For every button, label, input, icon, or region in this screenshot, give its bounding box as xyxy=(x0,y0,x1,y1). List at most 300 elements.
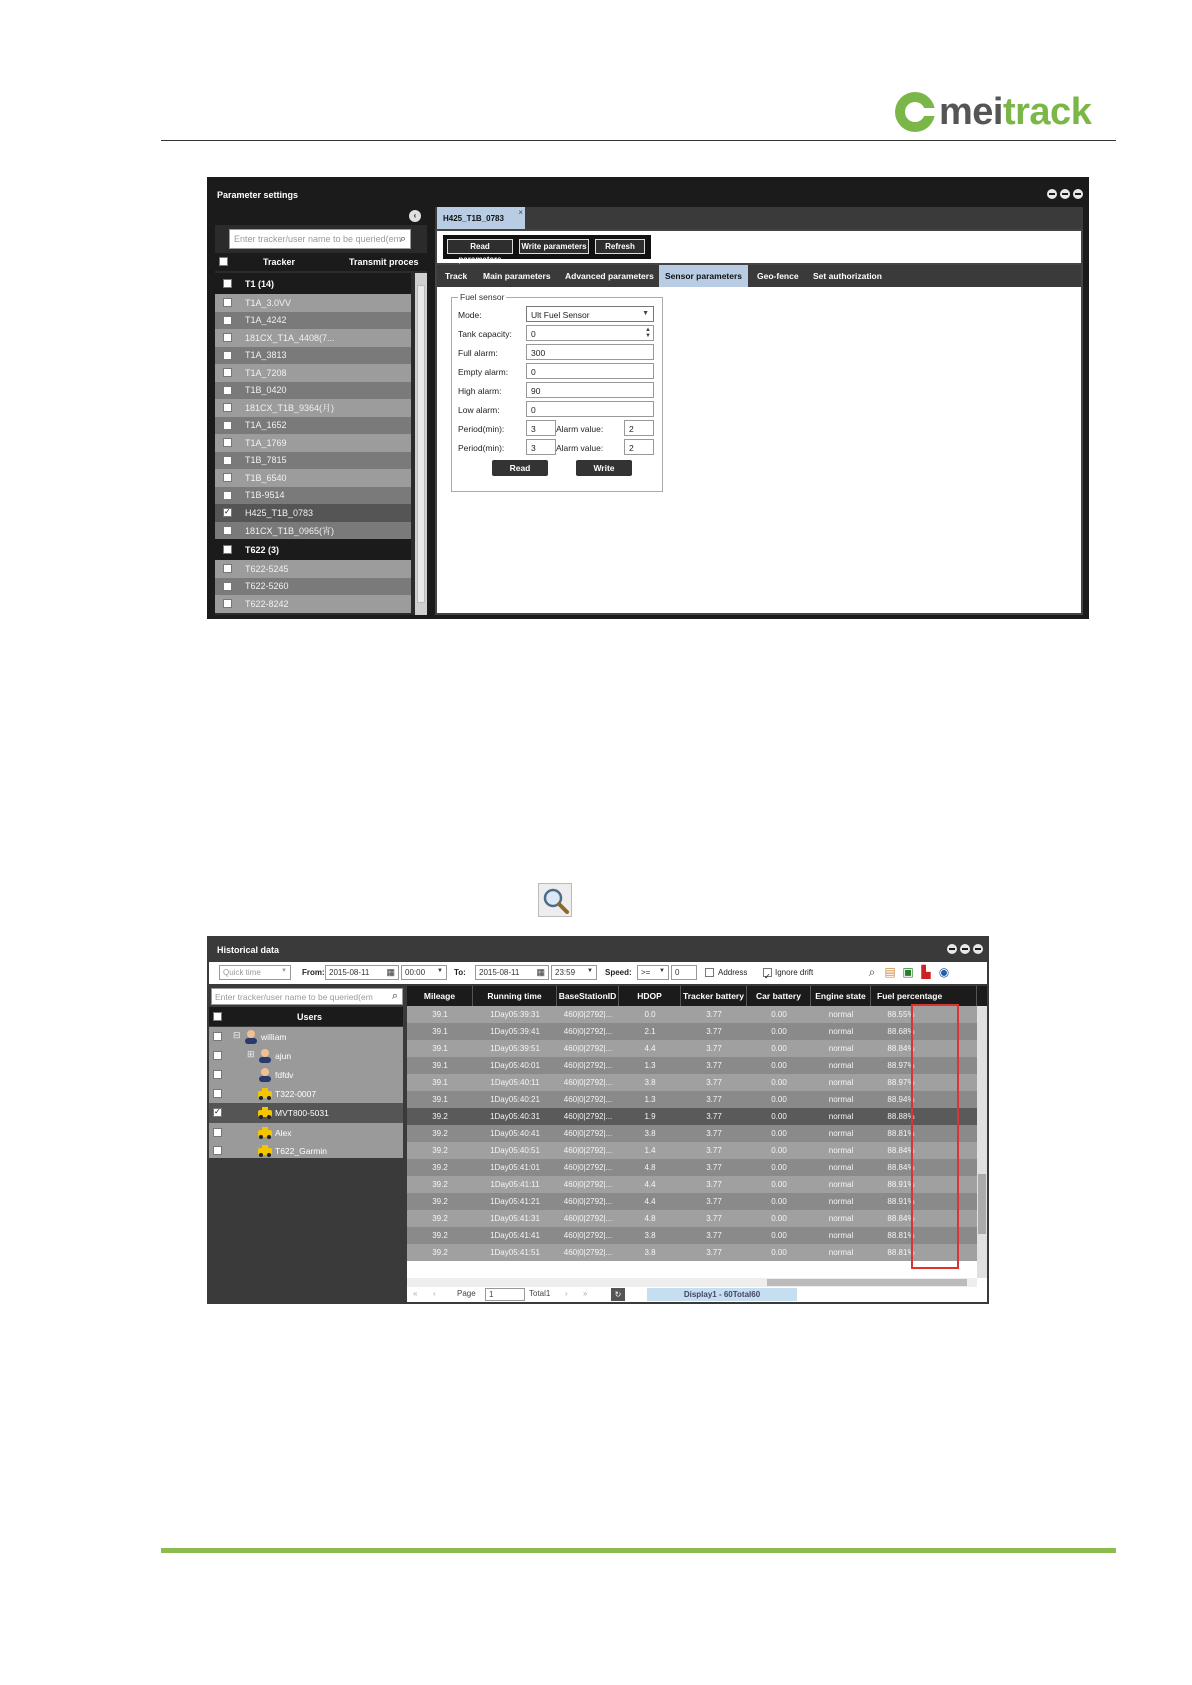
to-time-value: 23:59 xyxy=(555,968,576,977)
table-cell: 3.8 xyxy=(644,1248,656,1257)
calendar-icon[interactable]: ▦ xyxy=(386,967,395,977)
tank-capacity-label: Tank capacity: xyxy=(458,329,512,339)
user-avatar-icon xyxy=(243,1029,259,1044)
item-checkbox[interactable] xyxy=(223,438,232,447)
collapse-icon[interactable]: ⊟ xyxy=(233,1030,241,1040)
refresh-button[interactable]: Refresh xyxy=(595,239,645,254)
brand-name xyxy=(939,90,1091,134)
table-cell: 88.84% xyxy=(887,1163,915,1172)
table-cell: normal xyxy=(828,1180,854,1189)
item-checkbox[interactable] xyxy=(223,351,232,360)
tree-item[interactable] xyxy=(215,522,411,540)
low-alarm-field[interactable]: 0 xyxy=(526,401,654,417)
pagination-bar xyxy=(407,1288,987,1302)
to-date-input[interactable] xyxy=(475,965,549,980)
tree-item[interactable] xyxy=(215,487,411,505)
users-panel xyxy=(209,986,405,1302)
table-row[interactable] xyxy=(407,1091,977,1108)
user-label: ajun xyxy=(275,1051,292,1061)
user-checkbox[interactable] xyxy=(213,1070,222,1079)
tree-item[interactable] xyxy=(215,434,411,452)
close-tab-icon[interactable]: × xyxy=(518,208,523,217)
table-cell: 460|0|2792|... xyxy=(563,1180,613,1189)
table-cell: 39.1 xyxy=(432,1010,448,1019)
tree-item[interactable] xyxy=(215,417,411,435)
table-cell: 3.77 xyxy=(706,1180,722,1189)
table-row[interactable] xyxy=(407,1244,977,1261)
excel-icon[interactable]: ▣ xyxy=(902,965,914,979)
table-cell: normal xyxy=(828,1197,854,1206)
tree-item[interactable] xyxy=(215,595,411,613)
table-cell: 88.55% xyxy=(887,1010,915,1019)
item-checkbox[interactable] xyxy=(223,421,232,430)
table-cell: 88.84% xyxy=(887,1044,915,1053)
table-cell: 88.94% xyxy=(887,1095,915,1104)
globe-icon[interactable]: ◉ xyxy=(938,965,950,979)
window-title: Parameter settings xyxy=(217,190,299,200)
from-time-input[interactable] xyxy=(401,965,447,980)
select-all-checkbox[interactable] xyxy=(213,1012,222,1021)
vehicle-checkbox[interactable] xyxy=(213,1089,222,1098)
table-cell: 1Day05:41:31 xyxy=(490,1214,540,1223)
historical-data-window xyxy=(207,936,989,1304)
table-row[interactable] xyxy=(407,1057,977,1074)
first-page-icon[interactable]: « xyxy=(413,1289,418,1298)
action-button-group xyxy=(443,235,651,264)
speed-label: Speed: xyxy=(605,968,632,977)
group-label: T622 (3) xyxy=(245,544,280,555)
select-all-checkbox[interactable] xyxy=(219,257,228,266)
table-cell: normal xyxy=(828,1044,854,1053)
spinner-icon[interactable]: ▲ ▼ xyxy=(645,327,651,339)
fuel-percentage-highlight xyxy=(911,1004,959,1269)
item-checkbox[interactable] xyxy=(223,473,232,482)
table-cell: normal xyxy=(828,1146,854,1155)
footer-rule xyxy=(161,1548,1116,1553)
table-cell: normal xyxy=(828,1112,854,1121)
high-alarm-label: High alarm: xyxy=(458,386,502,396)
table-cell: 88.88% xyxy=(887,1112,915,1121)
table-row[interactable] xyxy=(407,1125,977,1142)
table-cell: normal xyxy=(828,1231,854,1240)
quick-time-value: Quick time xyxy=(223,968,261,977)
item-checkbox[interactable] xyxy=(223,456,232,465)
table-cell: 39.1 xyxy=(432,1078,448,1087)
table-cell: 0.00 xyxy=(771,1231,787,1240)
read-parameters-button[interactable]: Read parameters xyxy=(447,239,513,254)
item-checkbox[interactable] xyxy=(223,491,232,500)
scrollbar-thumb[interactable] xyxy=(767,1279,967,1286)
table-cell: 3.8 xyxy=(644,1078,656,1087)
chevron-down-icon: ▼ xyxy=(642,310,649,317)
tab-track[interactable]: Track xyxy=(445,271,468,281)
header-rule xyxy=(161,140,1116,141)
period-field[interactable]: 3 xyxy=(526,439,556,455)
tree-item-label: T1B-9514 xyxy=(245,490,285,501)
table-cell: 0.00 xyxy=(771,1214,787,1223)
from-date-value: 2015-08-11 xyxy=(329,968,370,977)
table-cell: 460|0|2792|... xyxy=(563,1163,613,1172)
collapse-icon[interactable]: ‹ xyxy=(409,210,421,222)
tracker-search-input[interactable] xyxy=(229,229,411,249)
item-checkbox[interactable] xyxy=(223,508,232,517)
table-cell: 460|0|2792|... xyxy=(563,1044,613,1053)
table-cell: 1Day05:41:21 xyxy=(490,1197,540,1206)
restore-icon[interactable] xyxy=(960,944,970,954)
table-cell: 3.8 xyxy=(644,1231,656,1240)
taxi-icon xyxy=(257,1105,273,1120)
table-cell: 3.77 xyxy=(706,1044,722,1053)
user-label: william xyxy=(261,1032,287,1042)
vehicle-label: T322-0007 xyxy=(275,1089,317,1099)
table-cell: normal xyxy=(828,1027,854,1036)
table-cell: 1.9 xyxy=(644,1112,656,1121)
tab-label: H425_T1B_0783 xyxy=(443,214,504,223)
tree-item-label: T622-5245 xyxy=(245,563,289,574)
tree-item[interactable] xyxy=(215,469,411,487)
table-cell: 460|0|2792|... xyxy=(563,1248,613,1257)
user-row[interactable] xyxy=(209,1027,403,1047)
table-cell: 3.77 xyxy=(706,1027,722,1036)
tree-scrollbar[interactable] xyxy=(415,273,427,615)
tab-main-parameters[interactable]: Main parameters xyxy=(483,271,551,281)
table-row[interactable] xyxy=(407,1006,977,1023)
table-cell: 1Day05:41:41 xyxy=(490,1231,540,1240)
user-avatar-icon xyxy=(257,1067,273,1082)
quick-time-select[interactable] xyxy=(219,965,291,980)
table-cell: 0.00 xyxy=(771,1248,787,1257)
table-cell: 39.2 xyxy=(432,1214,448,1223)
tab-sensor-parameters[interactable]: Sensor parameters xyxy=(659,265,748,287)
tree-item-label: T1A_3813 xyxy=(245,350,287,361)
period-label: Period(min): xyxy=(458,424,505,434)
fuel-sensor-fieldset xyxy=(451,292,663,492)
close-icon[interactable] xyxy=(1073,189,1083,199)
window-title: Historical data xyxy=(217,945,280,955)
tree-item-label: T1A_7208 xyxy=(245,367,287,378)
table-cell: normal xyxy=(828,1078,854,1087)
table-cell: normal xyxy=(828,1061,854,1070)
table-cell: 4.8 xyxy=(644,1214,656,1223)
history-toolbar xyxy=(209,962,987,984)
user-avatar-icon xyxy=(257,1048,273,1063)
window-controls xyxy=(1047,189,1083,199)
table-cell: 39.2 xyxy=(432,1248,448,1257)
users-tree xyxy=(209,1027,403,1158)
table-row[interactable] xyxy=(407,1210,977,1227)
column-header-running-time[interactable]: Running time xyxy=(473,986,557,1006)
alarm-value-label: Alarm value: xyxy=(556,424,604,434)
write-parameters-button[interactable]: Write parameters xyxy=(519,239,589,254)
table-cell: 39.2 xyxy=(432,1146,448,1155)
table-row[interactable] xyxy=(407,1159,977,1176)
table-cell: 3.8 xyxy=(644,1129,656,1138)
table-cell: 460|0|2792|... xyxy=(563,1112,613,1121)
transmit-column-header: Transmit proces xyxy=(349,257,419,267)
item-checkbox[interactable] xyxy=(223,298,232,307)
tree-item[interactable] xyxy=(215,452,411,470)
read-button[interactable]: Read xyxy=(492,460,548,476)
table-cell: 3.77 xyxy=(706,1214,722,1223)
scrollbar-thumb[interactable] xyxy=(978,1174,986,1234)
mode-select[interactable] xyxy=(526,306,654,322)
tab-advanced-parameters[interactable]: Advanced parameters xyxy=(565,271,654,281)
table-cell: 39.1 xyxy=(432,1061,448,1070)
tab-geo-fence[interactable]: Geo-fence xyxy=(757,271,799,281)
total-pages: Total1 xyxy=(529,1289,551,1298)
table-cell: 460|0|2792|... xyxy=(563,1231,613,1240)
table-cell: 3.77 xyxy=(706,1095,722,1104)
table-cell: 88.97% xyxy=(887,1061,915,1070)
history-grid xyxy=(407,986,987,1302)
table-row[interactable] xyxy=(407,1040,977,1057)
vehicle-row[interactable] xyxy=(209,1084,403,1104)
table-cell: 39.1 xyxy=(432,1095,448,1104)
table-cell: 39.2 xyxy=(432,1180,448,1189)
tree-item-label: 181CX_T1A_4408(7... xyxy=(245,332,335,343)
speed-operator-value: >= xyxy=(641,968,651,977)
search-icon[interactable]: ⌕ xyxy=(868,965,876,979)
table-cell: 88.91% xyxy=(887,1180,915,1189)
grid-horizontal-scrollbar[interactable] xyxy=(407,1278,977,1287)
to-time-input[interactable] xyxy=(551,965,597,980)
minimize-icon[interactable] xyxy=(947,944,957,954)
chart-icon[interactable]: ▤ xyxy=(884,965,896,979)
vehicle-label: MVT800-5031 xyxy=(275,1108,329,1118)
magnifier-glyph xyxy=(539,884,573,918)
column-header-mileage[interactable]: Mileage xyxy=(407,986,473,1006)
item-checkbox[interactable] xyxy=(223,316,232,325)
table-cell: 0.00 xyxy=(771,1061,787,1070)
column-header-base-station[interactable]: BaseStationID xyxy=(557,986,619,1006)
item-checkbox[interactable] xyxy=(223,386,232,395)
expand-icon[interactable]: ⊞ xyxy=(247,1049,255,1059)
mode-value: Ult Fuel Sensor xyxy=(531,310,590,320)
tree-group-t622[interactable] xyxy=(215,539,411,560)
table-cell: 88.81% xyxy=(887,1231,915,1240)
table-cell: 0.00 xyxy=(771,1129,787,1138)
tab-set-authorization[interactable]: Set authorization xyxy=(813,271,882,281)
table-cell: 0.00 xyxy=(771,1197,787,1206)
vehicle-checkbox[interactable] xyxy=(213,1108,222,1117)
grid-vertical-scrollbar[interactable] xyxy=(977,1006,987,1278)
meitrack-logo xyxy=(893,90,1092,136)
table-cell: 1Day05:41:01 xyxy=(490,1163,540,1172)
user-row[interactable] xyxy=(209,1046,403,1066)
table-cell: 1Day05:40:11 xyxy=(490,1078,540,1087)
table-cell: 460|0|2792|... xyxy=(563,1078,613,1087)
close-icon[interactable] xyxy=(973,944,983,954)
column-header-car-battery[interactable]: Car battery xyxy=(747,986,811,1006)
tree-item[interactable] xyxy=(215,578,411,596)
table-cell: 1Day05:41:11 xyxy=(490,1180,540,1189)
item-checkbox[interactable] xyxy=(223,582,232,591)
table-cell: 0.00 xyxy=(771,1078,787,1087)
tree-item[interactable] xyxy=(215,312,411,330)
table-cell: 0.00 xyxy=(771,1010,787,1019)
table-cell: 1Day05:39:31 xyxy=(490,1010,540,1019)
table-cell: 3.77 xyxy=(706,1163,722,1172)
table-cell: 1.3 xyxy=(644,1095,656,1104)
tree-item[interactable] xyxy=(215,560,411,578)
table-cell: 0.00 xyxy=(771,1112,787,1121)
tree-item[interactable] xyxy=(215,364,411,382)
last-page-icon[interactable]: » xyxy=(583,1289,588,1298)
minimize-icon[interactable] xyxy=(1047,189,1057,199)
table-cell: 0.00 xyxy=(771,1163,787,1172)
user-checkbox[interactable] xyxy=(213,1051,222,1060)
column-header-engine-state[interactable]: Engine state xyxy=(811,986,871,1006)
table-cell: 88.91% xyxy=(887,1197,915,1206)
restore-icon[interactable] xyxy=(1060,189,1070,199)
user-label: fdfdv xyxy=(275,1070,294,1080)
tree-item[interactable] xyxy=(215,399,411,417)
tree-item-label: H425_T1B_0783 xyxy=(245,507,314,518)
table-cell: normal xyxy=(828,1129,854,1138)
period-label: Period(min): xyxy=(458,443,505,453)
vehicle-label: T622_Garmin xyxy=(275,1146,327,1156)
table-row[interactable] xyxy=(407,1176,977,1193)
item-checkbox[interactable] xyxy=(223,526,232,535)
table-cell: 39.1 xyxy=(432,1044,448,1053)
user-checkbox[interactable] xyxy=(213,1032,222,1041)
next-page-icon[interactable]: › xyxy=(565,1289,568,1298)
group-checkbox[interactable] xyxy=(223,545,232,554)
chevron-down-icon: ▼ xyxy=(587,968,593,974)
table-cell: 3.77 xyxy=(706,1129,722,1138)
table-cell: 0.00 xyxy=(771,1095,787,1104)
users-header xyxy=(209,1007,403,1026)
tree-item-label: T1B_7815 xyxy=(245,455,287,466)
vehicle-label: Alex xyxy=(275,1128,292,1138)
vehicle-row-selected[interactable] xyxy=(209,1103,403,1123)
tab-tracker[interactable] xyxy=(437,207,525,229)
item-checkbox[interactable] xyxy=(223,564,232,573)
column-header-tracker-battery[interactable]: Tracker battery xyxy=(681,986,747,1006)
table-cell: 460|0|2792|... xyxy=(563,1095,613,1104)
tracker-tree-panel xyxy=(215,207,427,615)
item-checkbox[interactable] xyxy=(223,599,232,608)
table-cell: 460|0|2792|... xyxy=(563,1010,613,1019)
table-cell: 1Day05:40:31 xyxy=(490,1112,540,1121)
vehicle-checkbox[interactable] xyxy=(213,1128,222,1137)
meitrack-logo-mark xyxy=(893,90,937,134)
tree-header xyxy=(215,253,427,271)
tank-capacity-field[interactable] xyxy=(526,325,654,341)
item-checkbox[interactable] xyxy=(223,368,232,377)
table-cell: 0.00 xyxy=(771,1044,787,1053)
user-row[interactable] xyxy=(209,1065,403,1085)
ignore-drift-label: Ignore drift xyxy=(775,968,814,977)
group-checkbox[interactable] xyxy=(223,279,232,288)
column-header-hdop[interactable]: HDOP xyxy=(619,986,681,1006)
table-cell: 0.00 xyxy=(771,1027,787,1036)
panel-empty-area xyxy=(209,1158,403,1302)
search-icon[interactable]: ⌕ xyxy=(399,233,406,245)
table-cell: 39.2 xyxy=(432,1112,448,1121)
tree-item-label: T1B_0420 xyxy=(245,385,287,396)
table-cell: 3.77 xyxy=(706,1231,722,1240)
table-cell: 460|0|2792|... xyxy=(563,1129,613,1138)
write-button[interactable]: Write xyxy=(576,460,632,476)
tree-item-label: T1A_3.0VV xyxy=(245,297,292,308)
table-cell: 4.4 xyxy=(644,1180,656,1189)
ignore-drift-checkbox[interactable] xyxy=(763,968,772,977)
vehicle-checkbox[interactable] xyxy=(213,1146,222,1155)
table-cell: 39.2 xyxy=(432,1163,448,1172)
high-alarm-field[interactable]: 90 xyxy=(526,382,654,398)
search-icon xyxy=(538,883,572,917)
item-checkbox[interactable] xyxy=(223,333,232,342)
pdf-icon[interactable]: ▙ xyxy=(921,965,931,979)
prev-page-icon[interactable]: ‹ xyxy=(433,1289,436,1298)
from-date-input[interactable] xyxy=(325,965,399,980)
search-icon[interactable]: ⌕ xyxy=(391,990,398,1002)
table-row[interactable] xyxy=(407,1227,977,1244)
group-label: T1 (14) xyxy=(245,278,275,289)
tree-group-t1[interactable] xyxy=(215,273,411,294)
address-checkbox[interactable] xyxy=(705,968,714,977)
parameter-panel xyxy=(435,207,1083,615)
scrollbar-thumb[interactable] xyxy=(417,285,425,603)
tree-item[interactable] xyxy=(215,294,411,312)
brand-accent: track xyxy=(1002,91,1092,133)
tree-item[interactable] xyxy=(215,329,411,347)
tree-item-label: 181CX_T1B_0965(宵) xyxy=(245,525,335,536)
page-input[interactable]: 1 xyxy=(485,1288,525,1301)
column-header-fuel-percentage[interactable]: Fuel percentage xyxy=(871,986,977,1006)
tree-item-label: T1A_4242 xyxy=(245,315,287,326)
item-checkbox[interactable] xyxy=(223,403,232,412)
table-cell: 2.1 xyxy=(644,1027,656,1036)
table-row[interactable] xyxy=(407,1074,977,1091)
sensor-parameters-content xyxy=(437,287,1081,613)
table-row[interactable] xyxy=(407,1142,977,1159)
table-cell: 3.77 xyxy=(706,1248,722,1257)
tree-item[interactable] xyxy=(215,347,411,365)
period-field[interactable]: 3 xyxy=(526,420,556,436)
empty-alarm-field[interactable]: 0 xyxy=(526,363,654,379)
table-cell: 88.84% xyxy=(887,1214,915,1223)
mode-label: Mode: xyxy=(458,310,482,320)
alarm-value-label: Alarm value: xyxy=(556,443,604,453)
fieldset-legend: Fuel sensor xyxy=(460,292,505,302)
table-row[interactable] xyxy=(407,1193,977,1210)
table-cell: 460|0|2792|... xyxy=(563,1061,613,1070)
full-alarm-field[interactable]: 300 xyxy=(526,344,654,360)
table-cell: 88.68% xyxy=(887,1027,915,1036)
table-row[interactable] xyxy=(407,1108,977,1125)
tree-item-selected[interactable] xyxy=(215,504,411,522)
speed-value-input[interactable]: 0 xyxy=(671,965,697,980)
tree-item-label: T622-8242 xyxy=(245,598,289,609)
empty-alarm-label: Empty alarm: xyxy=(458,367,509,377)
parameter-tabs xyxy=(437,265,1081,287)
chevron-down-icon: ▼ xyxy=(659,968,665,974)
table-cell: 1Day05:40:01 xyxy=(490,1061,540,1070)
table-cell: 460|0|2792|... xyxy=(563,1197,613,1206)
speed-operator-select[interactable] xyxy=(637,965,669,980)
alarm-value-field[interactable]: 2 xyxy=(624,439,654,455)
calendar-icon[interactable]: ▦ xyxy=(536,967,545,977)
vehicle-row[interactable] xyxy=(209,1123,403,1143)
table-row[interactable] xyxy=(407,1023,977,1040)
alarm-value-field[interactable]: 2 xyxy=(624,420,654,436)
table-cell: normal xyxy=(828,1248,854,1257)
tree-item[interactable] xyxy=(215,382,411,400)
user-search-input[interactable] xyxy=(211,988,403,1005)
refresh-icon[interactable]: ↻ xyxy=(611,1288,625,1301)
